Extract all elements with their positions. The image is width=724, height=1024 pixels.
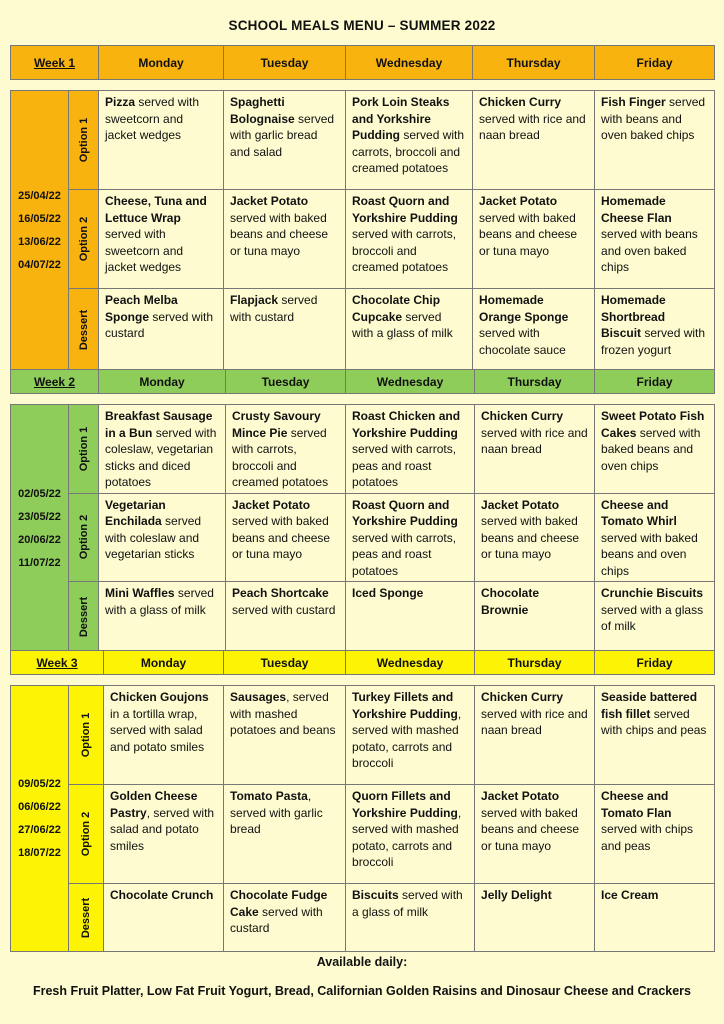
menu-cell: Chocolate Fudge Cake served with custard (224, 884, 346, 952)
week-label: Week 3 (11, 651, 104, 675)
day-header: Friday (595, 46, 715, 80)
day-header: Monday (104, 651, 224, 675)
date-label: 25/04/22 (18, 190, 61, 202)
menu-cell: Jacket Potato served with baked beans and cheese or tuna mayo (475, 785, 595, 884)
menu-cell: Chicken Curry served with rice and naan bread (473, 91, 595, 190)
day-header: Wednesday (346, 46, 473, 80)
menu-cell: Tomato Pasta, served with garlic bread (224, 785, 346, 884)
menu-cell: Chocolate Brownie (475, 582, 595, 652)
menu-cell: Jacket Potato served with baked beans and cheese or tuna mayo (224, 190, 346, 289)
menu-cell: Crusty Savoury Mince Pie served with carrots, broccoli and creamed potatoes (226, 405, 346, 494)
option-label: Dessert (69, 582, 99, 652)
date-label: 04/07/22 (18, 259, 61, 271)
day-header: Tuesday (224, 46, 346, 80)
menu-cell: Fish Finger served with beans and oven baked chips (595, 91, 715, 190)
menu-cell: Jelly Delight (475, 884, 595, 952)
week-label: Week 1 (11, 46, 99, 80)
menu-cell: Biscuits served with a glass of milk (346, 884, 475, 952)
date-label: 11/07/22 (18, 556, 61, 569)
day-header: Thursday (475, 651, 595, 675)
day-header: Tuesday (226, 370, 346, 394)
menu-cell: Quorn Fillets and Yorkshire Pudding, served with mashed potato, carrots and broccoli (346, 785, 475, 884)
date-label: 09/05/22 (18, 778, 61, 790)
menu-cell: Roast Quorn and Yorkshire Pudding served with carrots, broccoli and creamed potatoes (346, 190, 473, 289)
available-daily-items: Fresh Fruit Platter, Low Fat Fruit Yogurt, Bread, Californian Golden Raisins and Dinosaur Cheese and Crackers (32, 984, 691, 998)
menu-cell: Vegetarian Enchilada served with coleslaw and vegetarian sticks (99, 493, 226, 582)
menu-cell: Flapjack served with custard (224, 289, 346, 371)
date-label: 27/06/22 (18, 824, 61, 836)
week-dates (11, 91, 69, 371)
date-label: 16/05/22 (18, 213, 61, 225)
menu-cell: Cheese, Tuna and Lettuce Wrap served with sweetcorn and jacket wedges (99, 190, 224, 289)
option-label: Option 2 (69, 785, 104, 884)
menu-cell: Sweet Potato Fish Cakes served with baked beans and oven chips (595, 405, 715, 494)
menu-cell: Homemade Orange Sponge served with chocolate sauce (473, 289, 595, 371)
menu-cell: Chicken Curry served with rice and naan bread (475, 405, 595, 494)
menu-cell: Chocolate Chip Cupcake served with a glass of milk (346, 289, 473, 371)
date-label: 13/06/22 (18, 236, 61, 248)
menu-cell: Cheese and Tomato Flan served with chips and peas (595, 785, 715, 884)
week-label: Week 2 (11, 370, 99, 394)
date-label: 23/05/22 (18, 510, 61, 523)
day-header: Monday (99, 370, 226, 394)
page-title: SCHOOL MEALS MENU – SUMMER 2022 (228, 18, 496, 33)
menu-cell: Pizza served with sweetcorn and jacket wedges (99, 91, 224, 190)
menu-cell: Pork Loin Steaks and Yorkshire Pudding served with carrots, broccoli and creamed potatoes (346, 91, 473, 190)
day-header: Wednesday (346, 651, 475, 675)
menu-cell: Golden Cheese Pastry, served with salad and potato smiles (104, 785, 224, 884)
menu-cell: Mini Waffles served with a glass of milk (99, 582, 226, 652)
menu-cell: Spaghetti Bolognaise served with garlic bread and salad (224, 91, 346, 190)
menu-cell: Roast Chicken and Yorkshire Pudding served with carrots, peas and roast potatoes (346, 405, 475, 494)
menu-cell: Jacket Potato served with baked beans and cheese or tuna mayo (473, 190, 595, 289)
option-label: Option 2 (69, 190, 99, 289)
day-header: Tuesday (224, 651, 346, 675)
day-header: Thursday (473, 46, 595, 80)
date-label: 06/06/22 (18, 801, 61, 813)
date-label: 02/05/22 (18, 487, 61, 500)
menu-cell: Ice Cream (595, 884, 715, 952)
day-header: Friday (595, 651, 715, 675)
option-label: Dessert (69, 289, 99, 371)
date-label: 18/07/22 (18, 847, 61, 859)
option-label: Option 1 (69, 686, 104, 785)
menu-cell: Peach Melba Sponge served with custard (99, 289, 224, 371)
option-label: Option 1 (69, 91, 99, 190)
menu-cell: Sausages, served with mashed potatoes and beans (224, 686, 346, 785)
menu-cell: Jacket Potato served with baked beans and cheese or tuna mayo (226, 493, 346, 582)
date-label: 20/06/22 (18, 533, 61, 546)
week-dates (11, 405, 69, 652)
menu-cell: Crunchie Biscuits served with a glass of milk (595, 582, 715, 652)
menu-cell: Seaside battered fish fillet served with chips and peas (595, 686, 715, 785)
menu-cell: Peach Shortcake served with custard (226, 582, 346, 652)
week-dates (11, 686, 69, 952)
menu-cell: Chocolate Crunch (104, 884, 224, 952)
menu-cell: Iced Sponge (346, 582, 475, 652)
menu-cell: Homemade Cheese Flan served with beans and oven baked chips (595, 190, 715, 289)
day-header: Wednesday (346, 370, 475, 394)
menu-cell: Cheese and Tomato Whirl served with baked beans and oven chips (595, 493, 715, 582)
option-label: Option 2 (69, 493, 99, 582)
menu-cell: Breakfast Sausage in a Bun served with coleslaw, vegetarian sticks and diced potatoes (99, 405, 226, 494)
menu-cell: Chicken Goujons in a tortilla wrap, served with salad and potato smiles (104, 686, 224, 785)
available-daily-heading: Available daily: (316, 955, 408, 969)
week-3-menu-table (10, 650, 715, 952)
week-2-menu-table (10, 369, 715, 652)
menu-cell: Jacket Potato served with baked beans and cheese or tuna mayo (475, 493, 595, 582)
menu-cell: Turkey Fillets and Yorkshire Pudding, served with mashed potato, carrots and broccoli (346, 686, 475, 785)
day-header: Monday (99, 46, 224, 80)
menu-cell: Chicken Curry served with rice and naan bread (475, 686, 595, 785)
option-label: Dessert (69, 884, 104, 952)
option-label: Option 1 (69, 405, 99, 494)
day-header: Thursday (475, 370, 595, 394)
day-header: Friday (595, 370, 715, 394)
week-1-menu-table (10, 45, 715, 371)
menu-cell: Homemade Shortbread Biscuit served with frozen yogurt (595, 289, 715, 371)
menu-cell: Roast Quorn and Yorkshire Pudding served with carrots, peas and roast potatoes (346, 493, 475, 582)
